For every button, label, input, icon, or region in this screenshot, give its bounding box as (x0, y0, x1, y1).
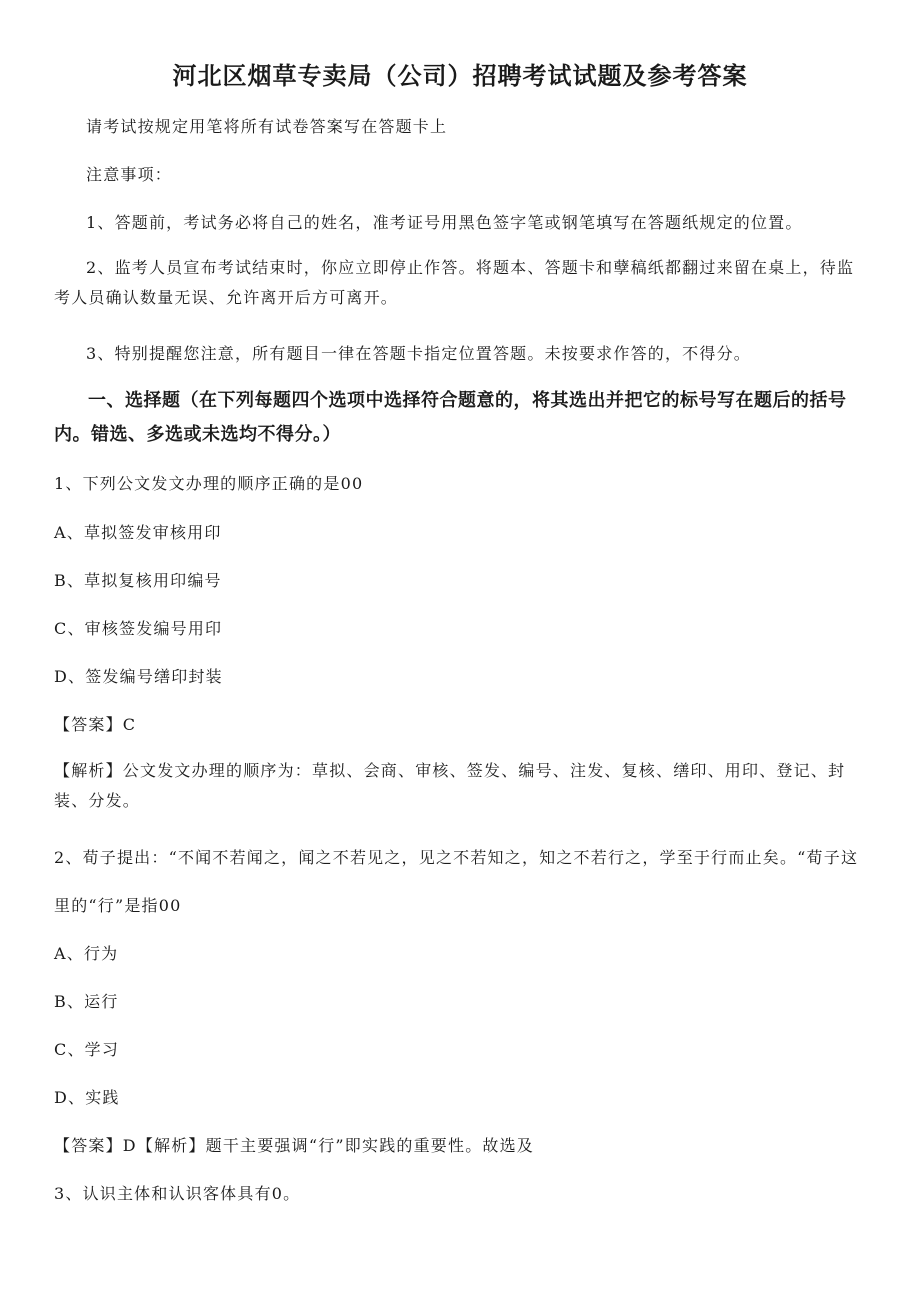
question-1-option-a: A、草拟签发审核用印 (54, 523, 222, 542)
question-2-option-c: C、学习 (54, 1040, 120, 1059)
question-2-stem-line-1: 2、荀子提出：“不闻不若闻之，闻之不若见之，见之不若知之，知之不若行之，学至于行而止矣。“荀子这 (54, 848, 859, 867)
notice-item-2: 2、监考人员宣布考试结束时，你应立即停止作答。将题本、答题卡和孽稿纸都翻过来留在桌上，待监考人员确认数量无误、允许离开后方可离开。 (54, 258, 855, 307)
notice-item-3: 3、特别提醒您注意，所有题目一律在答题卡指定位置答题。未按要求作答的，不得分。 (86, 344, 751, 363)
question-2-answer: 【答案】D【解析】题干主要强调“行”即实践的重要性。故选及 (54, 1136, 534, 1155)
question-1-answer: 【答案】C (54, 715, 137, 734)
question-1-option-c: C、审核签发编号用印 (54, 619, 223, 638)
intro-text: 请考试按规定用笔将所有试卷答案写在答题卡上 (86, 117, 448, 136)
question-3-stem: 3、认识主体和认识客体具有0。 (54, 1184, 301, 1203)
question-2-option-b: B、运行 (54, 992, 119, 1011)
question-1-option-d: D、签发编号缮印封装 (54, 667, 223, 686)
question-2-stem-line-2: 里的“行”是指00 (54, 896, 182, 915)
notice-item-1: 1、答题前，考试务必将自己的姓名，准考证号用黑色签字笔或钢笔填写在答题纸规定的位置。 (86, 213, 803, 232)
document-title: 河北区烟草专卖局（公司）招聘考试试题及参考答案 (172, 61, 748, 90)
notice-heading: 注意事项： (86, 165, 173, 184)
question-1-stem: 1、下列公文发文办理的顺序正确的是00 (54, 474, 364, 493)
question-2-option-d: D、实践 (54, 1088, 120, 1107)
question-1-option-b: B、草拟复核用印编号 (54, 571, 222, 590)
section-heading: 一、选择题（在下列每题四个选项中选择符合题意的，将其选出并把它的标号写在题后的括号内。错选、多选或未选均不得分。） (54, 390, 847, 445)
question-1-analysis: 【解析】公文发文办理的顺序为：草拟、会商、审核、签发、编号、注发、复核、缮印、用印、登记、封装、分发。 (54, 761, 846, 810)
question-2-option-a: A、行为 (54, 944, 119, 963)
